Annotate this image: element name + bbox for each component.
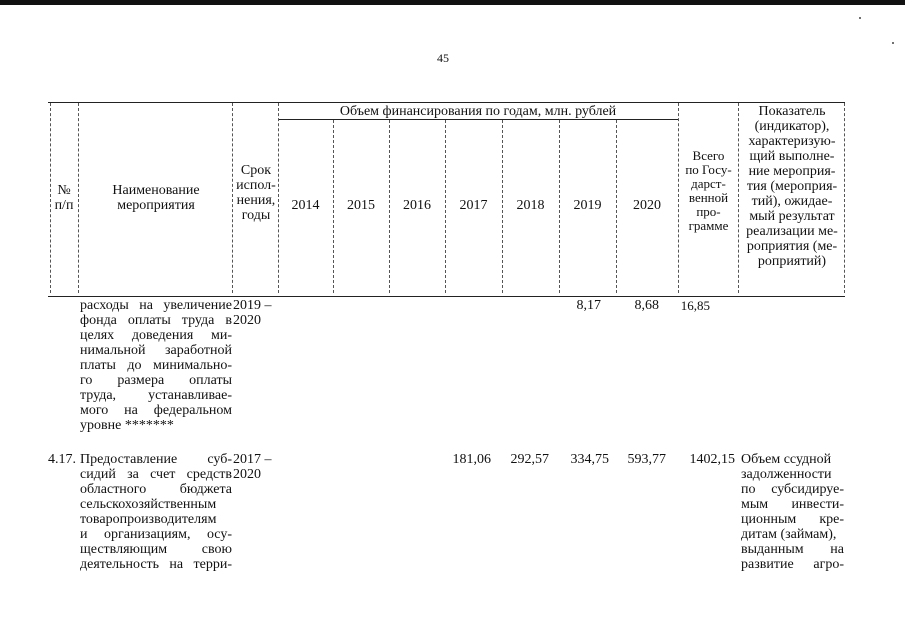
row-name xyxy=(80,298,232,433)
top-edge-bar xyxy=(0,0,905,5)
row-name xyxy=(80,452,232,572)
name-line: сидий за счет средств xyxy=(80,467,232,482)
value-2019: 8,17 xyxy=(576,298,601,313)
scan-speck xyxy=(892,42,894,44)
funding-header-underline xyxy=(278,119,678,120)
header-year: 2016 xyxy=(403,198,431,213)
value-2018: 292,57 xyxy=(510,452,549,467)
value-total: 1402,15 xyxy=(689,452,735,467)
table-top-border xyxy=(48,102,845,103)
name-line: уровне ******* xyxy=(80,418,174,433)
indicator-line: выданным на xyxy=(741,542,844,557)
indicator-line: Объем ссудной xyxy=(741,452,832,467)
header-year: 2019 xyxy=(573,198,602,213)
indicator-line: развитие агро- xyxy=(741,557,844,572)
header-year: 2017 xyxy=(459,198,488,213)
header-year: 2015 xyxy=(347,198,375,213)
name-line: мого на федеральном xyxy=(80,403,232,418)
row-term: 2020 xyxy=(233,467,261,482)
value-2019: 334,75 xyxy=(570,452,609,467)
name-line: расходы на увеличение xyxy=(80,298,232,313)
header-year: 2020 xyxy=(633,198,661,213)
name-line: Предоставление суб- xyxy=(80,452,232,467)
name-line: го размера оплаты xyxy=(80,373,232,388)
name-line: товаропроизводителям xyxy=(80,512,217,527)
header-total: Всего по Госу- дарст- венной про- грамме xyxy=(685,148,732,233)
value-total: 16,85 xyxy=(680,298,710,313)
header-indicator: Показатель (индикатор), характеризую- щий выполне- ние мероприя- тия (мероприя- тий), ожидае- мый результат реализации ме- роприятия (ме- роприятий) xyxy=(746,104,838,269)
indicator-line: мым инвести- xyxy=(741,497,844,512)
name-line: труда, устанавливае- xyxy=(80,388,232,403)
page-number: 45 xyxy=(437,51,449,65)
name-line: сельскохозяйственным xyxy=(80,497,217,512)
indicator-line: дитам (займам), xyxy=(741,527,837,542)
header-name: Наименование мероприятия xyxy=(112,183,200,213)
name-line: областного бюджета xyxy=(80,482,232,497)
name-line: и организациям, осу- xyxy=(80,527,232,542)
header-bottom-border xyxy=(48,296,845,297)
row-term: 2020 xyxy=(233,313,261,328)
col-divider xyxy=(78,103,79,293)
indicator-line: по субсидируе- xyxy=(741,482,844,497)
indicator-line: задолженности xyxy=(741,467,832,482)
header-year: 2018 xyxy=(516,198,545,213)
value-2017: 181,06 xyxy=(452,452,491,467)
row-term: 2017 – xyxy=(233,452,272,467)
value-2020: 8,68 xyxy=(634,298,659,313)
name-line: нимальной заработной xyxy=(80,343,232,358)
name-line: деятельность на терри- xyxy=(80,557,232,572)
name-line: ществляющим свою xyxy=(80,542,232,557)
scan-speck xyxy=(859,17,861,19)
name-line: фонда оплаты труда в xyxy=(80,313,232,328)
header-term: Срок испол- нения, годы xyxy=(236,163,276,223)
row-term: 2019 – xyxy=(233,298,272,313)
name-line: целях доведения ми- xyxy=(80,328,232,343)
header-funding-title: Объем финансирования по годам, млн. рублей xyxy=(339,104,617,119)
name-line: платы до минимально- xyxy=(80,358,232,373)
indicator-line: ционным кре- xyxy=(741,512,844,527)
header-num: № п/п xyxy=(54,183,74,213)
value-2020: 593,77 xyxy=(627,452,666,467)
row-indicator xyxy=(741,452,844,572)
header-year: 2014 xyxy=(291,198,320,213)
row-num: 4.17. xyxy=(48,452,76,467)
